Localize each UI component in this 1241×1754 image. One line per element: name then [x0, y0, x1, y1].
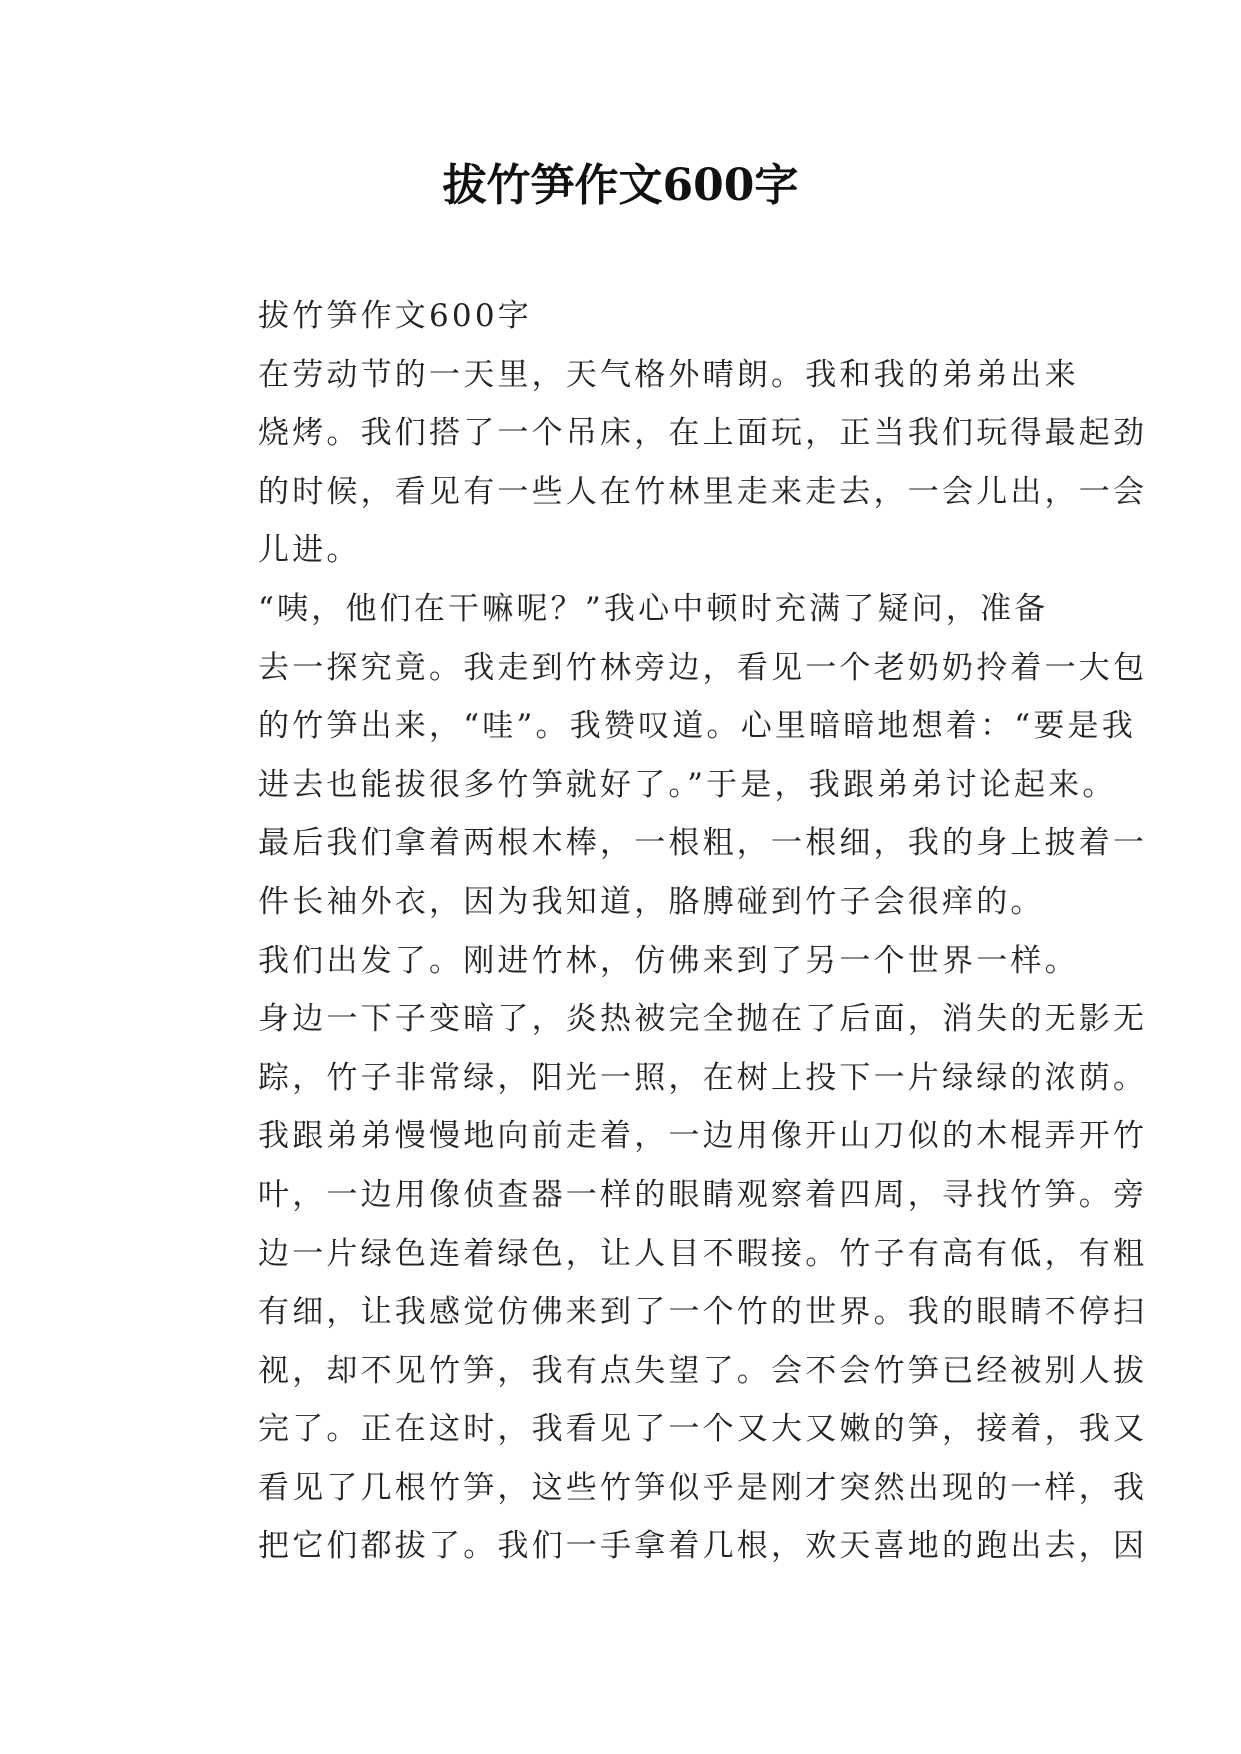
text-line: “咦，他们在干嘛呢？”我心中顿时充满了疑问，准备 — [258, 590, 1049, 627]
text-line: 把它们都拔了。我们一手拿着几根，欢天喜地的跑出去，因 — [258, 1528, 1148, 1565]
paragraph-2 — [190, 346, 1148, 580]
text-line: 我们出发了。刚进竹林，仿佛来到了另一个世界一样。 — [258, 942, 1079, 979]
text-line: 的竹笋出来，“哇”。我赞叹道。心里暗暗地想着：“要是我 — [258, 708, 1136, 745]
text-line: 烧烤。我们搭了一个吊床，在上面玩，正当我们玩得最起劲 — [258, 415, 1148, 452]
text-line: 进去也能拔很多竹笋就好了。”于是，我跟弟弟讨论起来。 — [258, 766, 1117, 803]
text-line: 身边一下子变暗了，炎热被完全抛在了后面，消失的无影无 — [258, 1001, 1148, 1038]
text-line: 踪，竹子非常绿，阳光一照，在树上投下一片绿绿的浓荫。 — [258, 1059, 1148, 1096]
paragraph-1 — [190, 287, 1058, 346]
text-line: 拔竹笋作文600字 — [258, 298, 532, 334]
text-line: 视，却不见竹笋，我有点失望了。会不会竹笋已经被别人拔 — [258, 1352, 1148, 1389]
text-line: 叶，一边用像侦查器一样的眼睛观察着四周，寻找竹笋。旁 — [258, 1176, 1148, 1213]
document-body — [190, 287, 1148, 1576]
text-line: 的时候，看见有一些人在竹林里走来走去，一会儿出，一会 — [258, 473, 1148, 510]
text-line: 边一片绿色连着绿色，让人目不暇接。竹子有高有低，有粗 — [258, 1235, 1148, 1272]
text-line: 我跟弟弟慢慢地向前走着，一边用像开山刀似的木棍弄开竹 — [258, 1118, 1148, 1155]
paragraph-4 — [190, 932, 1148, 1577]
paragraph-3 — [190, 580, 1148, 932]
text-line: 看见了几根竹笋，这些竹笋似乎是刚才突然出现的一样，我 — [258, 1469, 1148, 1506]
text-line: 有细，让我感觉仿佛来到了一个竹的世界。我的眼睛不停扫 — [258, 1294, 1148, 1331]
text-line: 儿进。 — [258, 532, 361, 569]
document-title: 拔竹笋作文600字 — [442, 160, 799, 211]
text-line: 完了。正在这时，我看见了一个又大又嫩的笋，接着，我又 — [258, 1411, 1148, 1448]
text-line: 在劳动节的一天里，天气格外晴朗。我和我的弟弟出来 — [258, 356, 1079, 393]
text-line: 件长袖外衣，因为我知道，胳膊碰到竹子会很痒的。 — [258, 883, 1045, 920]
text-line: 最后我们拿着两根木棒，一根粗，一根细，我的身上披着一 — [258, 825, 1148, 862]
text-line: 去一探究竟。我走到竹林旁边，看见一个老奶奶拎着一大包 — [258, 649, 1148, 686]
